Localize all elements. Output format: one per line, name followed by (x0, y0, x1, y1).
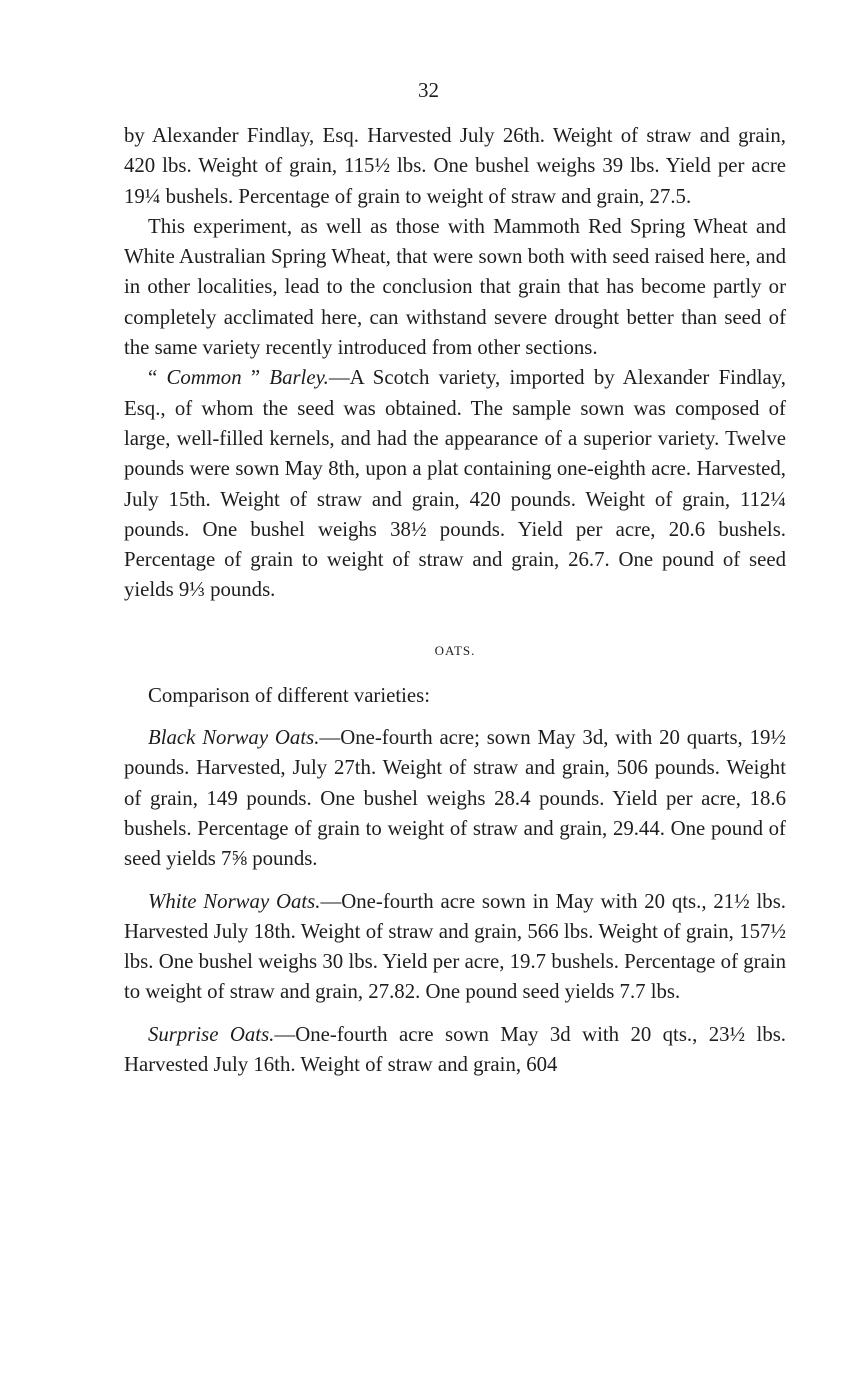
paragraph-text: —One-fourth acre sown in May with 20 qts., 21½ lbs. Harvested July 18th. Weight of straw and grain, 566 lbs. Weight of grain, 157½ lbs. One bushel weighs 30 lbs. Yield per acre, 19.7 bushels. Percentage of grain to weight of straw and grain, 27.82. One pound seed yields 7.7 lbs. (124, 889, 786, 1004)
paragraph-acclimation (124, 212, 786, 363)
variety-name: White Norway Oats. (148, 889, 321, 913)
variety-name-common: Common (166, 366, 242, 390)
paragraph-text: Comparison of different varieties: (148, 683, 431, 707)
page-body (124, 121, 786, 1080)
paragraph-common-barley (124, 363, 786, 605)
paragraph-comparison-intro (124, 681, 786, 711)
quote-close: ” (241, 366, 270, 390)
variety-name: Surprise Oats. (148, 1022, 275, 1046)
paragraph-surprise-oats (124, 1020, 786, 1081)
variety-name-barley: Barley. (269, 366, 329, 390)
page-number: 32 (418, 78, 439, 102)
paragraph-white-norway-oats (124, 887, 786, 1008)
paragraph-text: This experiment, as well as those with Mammoth Red Spring Wheat and White Australian Spring Wheat, that were sown both with seed raised here, and in other localities, lead to the conclusion that grain that has become partly or completely acclimated here, can withstand severe drought better than seed of the same variety recently introduced from other sections. (124, 214, 786, 360)
variety-name: Black Norway Oats. (148, 726, 320, 750)
paragraph-text: —One-fourth acre; sown May 3d, with 20 quarts, 19½ pounds. Harvested, July 27th. Weight of straw and grain, 506 pounds. Weight of grain, 149 pounds. One bushel weighs 28.4 pounds. Yield per acre, 18.6 bushels. Percentage of grain to weight of straw and grain, 29.44. One pound of seed yields 7⅝ pounds. (124, 726, 787, 871)
paragraph-continuation (124, 121, 786, 212)
paragraph-text: by Alexander Findlay, Esq. Harvested July 26th. Weight of straw and grain, 420 lbs. Weight of grain, 115½ lbs. One bushel weighs 39 lbs. Yield per acre 19¼ bushels. Percentage of grain to weight of straw and grain, 27.5. (124, 124, 786, 208)
paragraph-text: —A Scotch variety, imported by Alexander Findlay, Esq., of whom the seed was obtained. The sample sown was composed of large, well-filled kernels, and had the appearance of a superior variety. Twelve pounds were sown May 8th, upon a plat containing one-eighth acre. Harvested, July 15th. Weight of straw and grain, 420 pounds. Weight of grain, 112¼ pounds. One bushel weighs 38½ pounds. Yield per acre, 20.6 bushels. Percentage of grain to weight of straw and grain, 26.7. One pound of seed yields 9⅓ pounds. (124, 366, 786, 602)
section-heading-oats: OATS. (434, 642, 476, 658)
paragraph-text: —One-fourth acre sown May 3d with 20 qts., 23½ lbs. Harvested July 16th. Weight of straw and grain, 604 (124, 1022, 787, 1077)
paragraph-black-norway-oats (124, 723, 786, 874)
quote-open: “ (148, 366, 167, 390)
